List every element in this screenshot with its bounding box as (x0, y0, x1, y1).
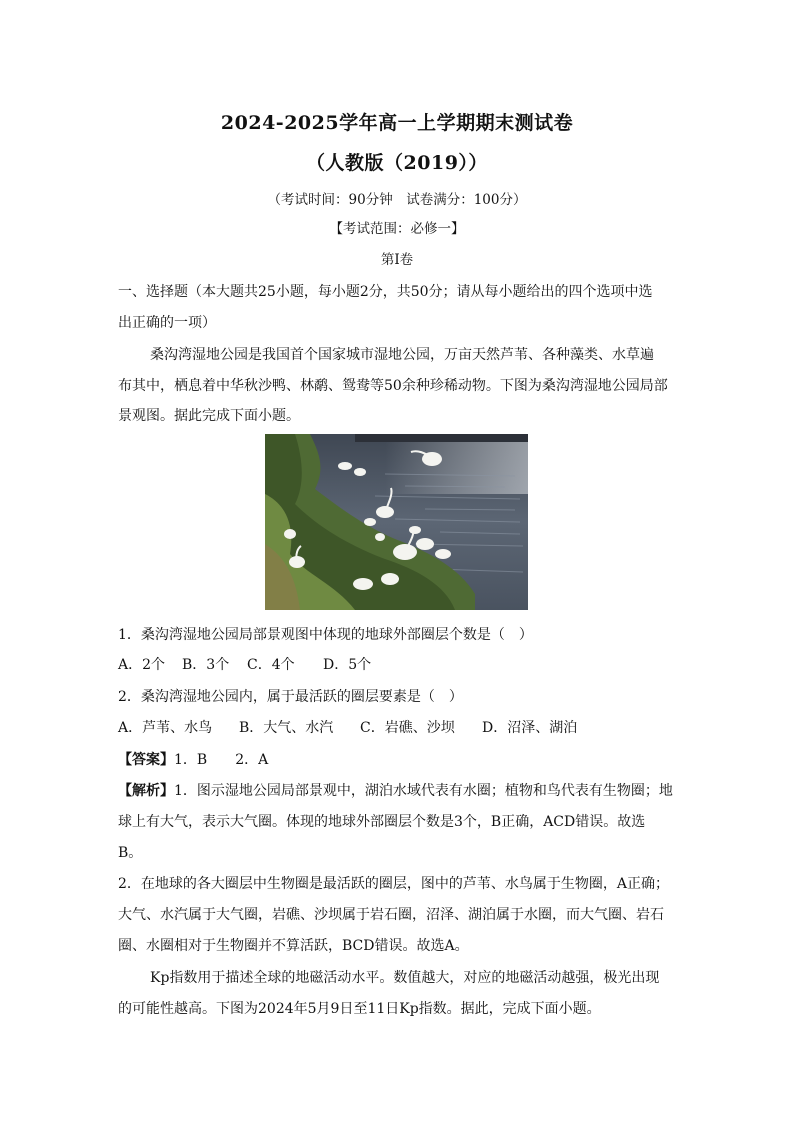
passage2-line2: 的可能性越高。下图为2024年5月9日至11日Kp指数。据此，完成下面小题。 (118, 1001, 601, 1017)
analysis-text-1: 1．图示湿地公园局部景观中，湖泊水域代表有水圈；植物和鸟代表有生物圈；地 (174, 783, 673, 799)
q1-option-b: B．3个 (182, 657, 230, 673)
answer-tag: 【答案】 (118, 752, 174, 768)
q2-stem: 2．桑沟湾湿地公园内，属于最活跃的圈层要素是（ ） (118, 689, 463, 705)
analysis-line6: 圈、水圈相对于生物圈并不算活跃，BCD错误。故选A。 (118, 938, 469, 954)
analysis-tag: 【解析】 (118, 783, 174, 799)
analysis-line4: 2．在地球的各大圈层中生物圈是最活跃的圈层，图中的芦苇、水鸟属于生物圈，A正确； (118, 876, 670, 892)
exam-title: 2024-2025学年高一上学期期末测试卷 (220, 112, 574, 134)
exam-scope: 【考试范围：必修一】 (329, 221, 465, 237)
volume-label: 第I卷 (380, 252, 414, 268)
q2-options (118, 717, 678, 737)
q2-option-a: A．芦苇、水鸟 (118, 720, 213, 736)
q1-stem: 1．桑沟湾湿地公园局部景观图中体现的地球外部圈层个数是（ ） (118, 627, 533, 643)
q2-option-d: D．沼泽、湖泊 (482, 720, 578, 736)
q1-options (118, 654, 678, 674)
answer-line (118, 749, 678, 769)
q1-option-c: C．4个 (247, 657, 295, 673)
analysis-line1 (118, 780, 678, 800)
analysis-line5: 大气、水汽属于大气圈，岩礁、沙坝属于岩石圈，沼泽、湖泊属于水圈，而大气圈、岩石 (118, 907, 664, 923)
exam-info: （考试时间：90分钟 试卷满分：100分） (267, 192, 527, 208)
exam-subtitle: （人教版（2019）） (306, 152, 488, 174)
answer-text: 1．B 2．A (174, 752, 269, 768)
wetland-egrets-photo (265, 434, 528, 610)
analysis-line3: B。 (118, 845, 143, 861)
q1-option-a: A．2个 (118, 657, 166, 673)
section-heading-line2: 出正确的一项） (118, 315, 216, 331)
passage1-line3: 景观图。据此完成下面小题。 (118, 408, 300, 424)
passage1-line1: 桑沟湾湿地公园是我国首个国家城市湿地公园，万亩天然芦苇、各种藻类、水草遍 (150, 347, 654, 363)
analysis-line2: 球上有大气，表示大气圈。体现的地球外部圈层个数是3个，B正确，ACD错误。故选 (118, 814, 646, 830)
q2-option-b: B．大气、水汽 (239, 720, 334, 736)
q2-option-c: C．岩礁、沙坝 (360, 720, 455, 736)
q1-option-d: D．5个 (323, 657, 372, 673)
passage1-line2: 布其中，栖息着中华秋沙鸭、林鹬、鸳鸯等50余种珍稀动物。下图为桑沟湾湿地公园局部 (118, 378, 668, 394)
passage2-line1: Kp指数用于描述全球的地磁活动水平。数值越大，对应的地磁活动越强，极光出现 (150, 970, 660, 986)
section-heading-line1: 一、选择题（本大题共25小题，每小题2分，共50分；请从每小题给出的四个选项中选 (118, 284, 653, 300)
